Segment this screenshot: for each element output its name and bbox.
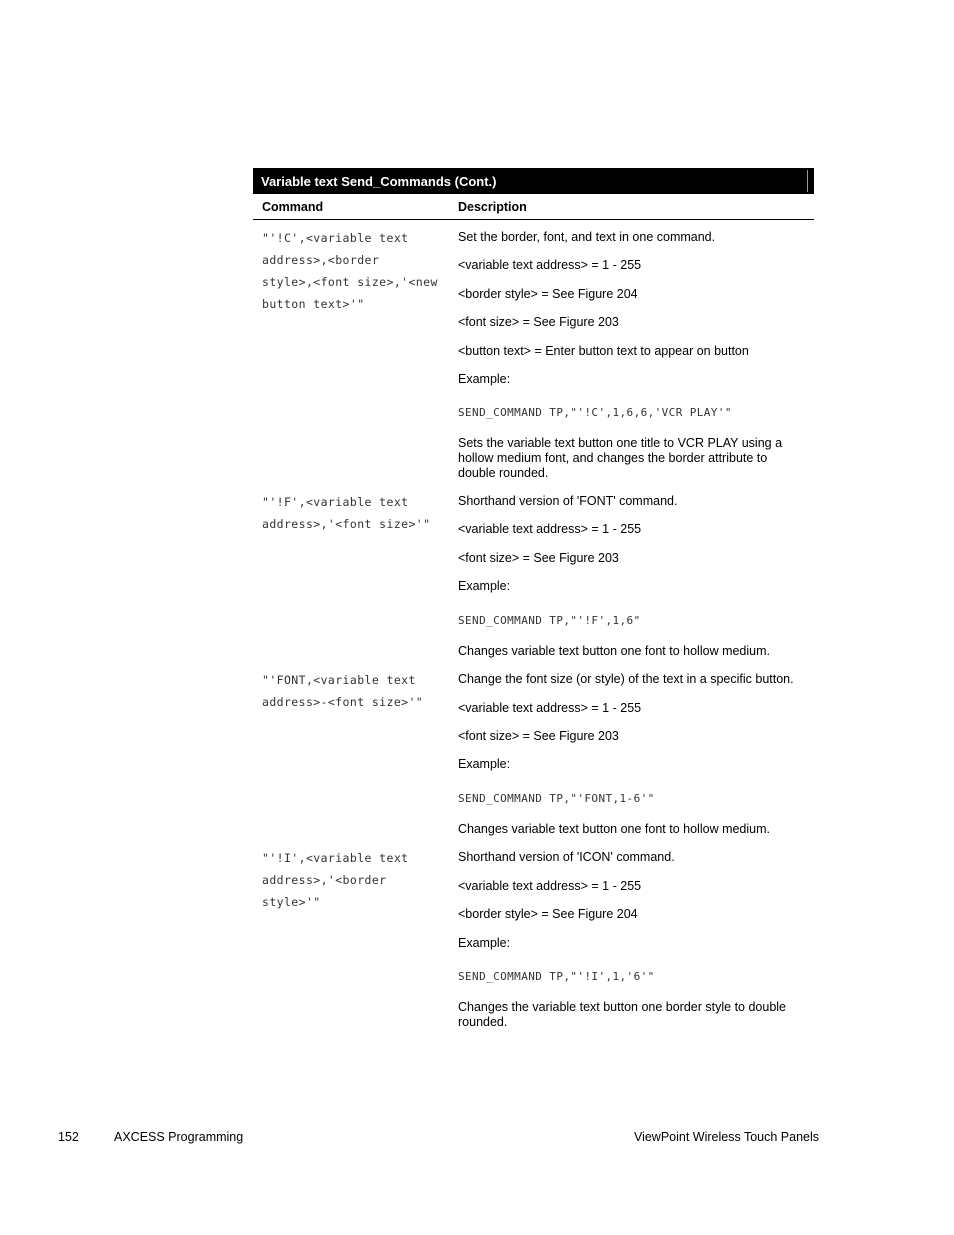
example-result: Sets the variable text button one title to VCR PLAY using a hollow medium font, and changes the border attribute to double rounded. [458,436,783,480]
example-result: Changes variable text button one font to hollow medium. [458,822,770,836]
description-line: <button text> = Enter button text to appear on button [458,344,749,358]
description-line: <border style> = See Figure 204 [458,287,638,301]
command-cell: "'FONT,<variable text address>-<font size>'" [262,673,424,709]
example-code: SEND_COMMAND TP,"'!C',1,6,6,'VCR PLAY'" [458,406,732,419]
example-code: SEND_COMMAND TP,"'FONT,1-6'" [458,792,655,805]
example-code: SEND_COMMAND TP,"'!I',1,'6'" [458,970,655,983]
table-title-text: Variable text Send_Commands (Cont.) [261,174,497,189]
description-line: <variable text address> = 1 - 255 [458,258,642,272]
command-cell: "'!F',<variable text address>,'<font size>'" [262,495,431,531]
example-result: Changes variable text button one font to hollow medium. [458,644,770,658]
description-line: <font size> = See Figure 203 [458,315,619,329]
example-label: Example: [458,936,511,950]
footer-section: AXCESS Programming [114,1130,244,1144]
example-result: Changes the variable text button one border style to double rounded. [458,1000,786,1029]
description-line: Shorthand version of 'ICON' command. [458,850,675,864]
example-label: Example: [458,579,511,593]
description-line: Change the font size (or style) of the text in a specific button. [458,672,794,686]
description-line: <variable text address> = 1 - 255 [458,522,642,536]
command-cell: "'!I',<variable text address>,'<border style>'" [262,851,409,909]
description-line: <border style> = See Figure 204 [458,907,638,921]
description-line: <font size> = See Figure 203 [458,551,619,565]
example-code: SEND_COMMAND TP,"'!F',1,6" [458,614,641,627]
description-line: <variable text address> = 1 - 255 [458,879,642,893]
header-rule [253,219,814,220]
footer-product: ViewPoint Wireless Touch Panels [633,1130,819,1144]
page-number: 152 [58,1130,79,1144]
example-label: Example: [458,757,511,771]
title-bar-divider [807,170,808,192]
command-cell: "'!C',<variable text address>,<border style>,<font size>,'<new button text>'" [262,231,438,311]
table-title [253,168,814,194]
example-label: Example: [458,372,511,386]
description-line: Set the border, font, and text in one command. [458,230,716,244]
column-header-command: Command [262,200,324,214]
column-header-description: Description [458,200,527,214]
description-line: Shorthand version of 'FONT' command. [458,494,678,508]
description-line: <font size> = See Figure 203 [458,729,619,743]
description-line: <variable text address> = 1 - 255 [458,701,642,715]
